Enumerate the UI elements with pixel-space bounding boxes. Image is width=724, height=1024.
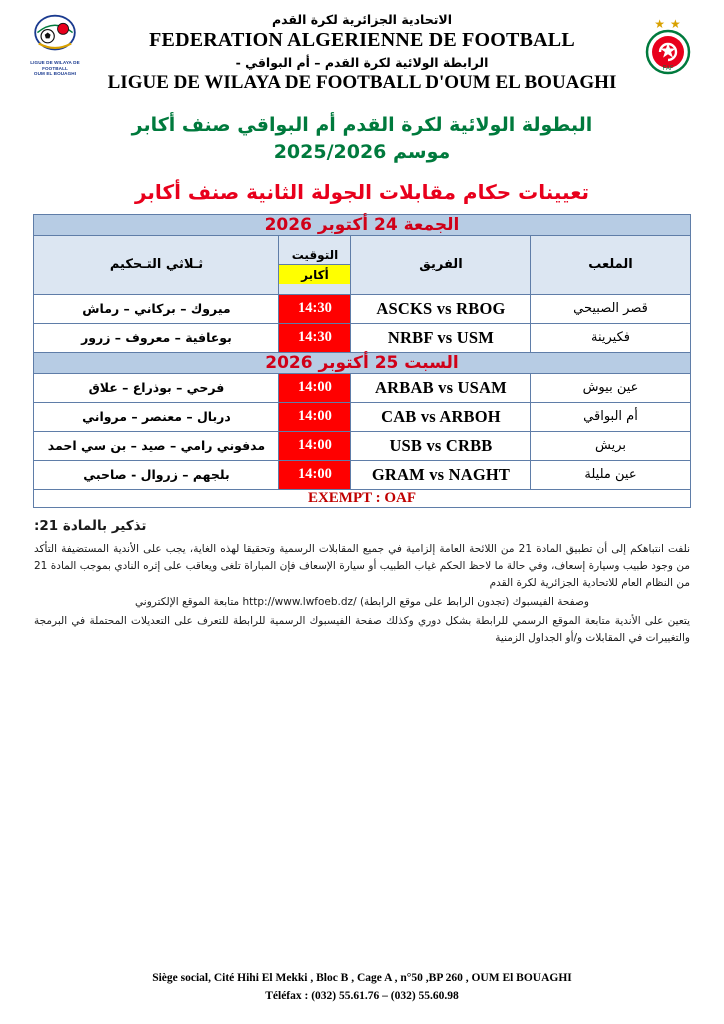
ligue-crest-icon [33, 14, 77, 54]
match-trio: بوعافية – معروف – زرور [34, 323, 279, 352]
notes-paragraph-3: يتعين على الأندية متابعة الموقع الرسمي للرابطة بشكل دوري وكذلك صفحة الفيسبوك الرسمية للرابطة للتعرف على التعديلات المحتملة في البرمجة والتغييرات في المقابلات و/أو الجداول الزمنية [34, 614, 690, 644]
table-row [34, 323, 690, 352]
table-row [34, 373, 690, 402]
day-header-row [34, 214, 690, 235]
exempt-row [34, 489, 690, 507]
notes-paragraph-1: نلفت انتباهكم إلى أن تطبيق المادة 21 من اللائحة العامة إلزامية في جميع المقابلات الرسمية وتحقيقا لهذه الغاية، يجب على الأندية المستضيفة التأكد من وجود طبيب وسيارة إسعاف، وفي حالة ما لاحظ الحكم غياب الطبيب أو سيارة الإسعاف فإن المباراة تلغى ويعاقب على إثره النادي بموجب المادة 21 من النظام العام للاتحادية الجزائرية لكرة القدم [34, 542, 690, 589]
header-time [279, 235, 351, 294]
header-ligue-ar: الرابطة الولائية لكرة القدم – أم البواقي - [235, 55, 489, 70]
match-trio: بلجهم – زروال - صاحبي [34, 460, 279, 489]
table-row [34, 431, 690, 460]
table-row [34, 294, 690, 323]
match-stade: عين مليلة [531, 460, 690, 489]
match-time: 14:00 [279, 402, 351, 431]
notes-section [34, 516, 690, 647]
championship-title-line1: البطولة الولائية لكرة القدم أم البواقي صنف أكابر [131, 114, 593, 136]
day-header-row [34, 352, 690, 373]
header-federation-fr: FEDERATION ALGERIENNE DE FOOTBALL [149, 29, 575, 51]
footer-address: Siège social, Cité Hihi El Mekki , Bloc B , Cage A , n°50 ,BP 260 , OUM El BOUAGHI [152, 972, 572, 985]
day-label: السبت 25 أكتوبر 2026 [34, 352, 690, 373]
ligue-logo-caption: LIGUE DE WILAYA DE FOOTBALL OUM EL BOUAGHI [30, 60, 80, 77]
match-trio: دربال – معنصر – مرواني [34, 402, 279, 431]
header-time-bottom: أكابر [279, 264, 350, 284]
header-stade: الملعب [531, 235, 690, 294]
match-stade: فكيرينة [531, 323, 690, 352]
match-time: 14:00 [279, 373, 351, 402]
header-time-top: التوقيت [279, 245, 350, 264]
document-header [22, 10, 702, 100]
page-title: تعيينات حكام مقابلات الجولة الثانية صنف أكابر [134, 179, 590, 204]
match-team: CAB vs ARBOH [351, 402, 531, 431]
match-time: 14:30 [279, 323, 351, 352]
match-team: ASCKS vs RBOG [351, 294, 531, 323]
day-label: الجمعة 24 أكتوبر 2026 [34, 214, 690, 235]
table-row [34, 460, 690, 489]
notes-title: تذكير بالمادة 21: [34, 517, 147, 534]
match-stade: قصر الصبيحي [531, 294, 690, 323]
header-ligue-fr: LIGUE DE WILAYA DE FOOTBALL D'OUM EL BOUAGHI [107, 72, 617, 93]
championship-title-line2: موسم 2025/2026 [273, 140, 451, 163]
match-team: USB vs CRBB [351, 431, 531, 460]
match-time: 14:30 [279, 294, 351, 323]
notes-paragraph-2 [34, 594, 690, 611]
match-time: 14:00 [279, 431, 351, 460]
schedule-table [33, 214, 690, 508]
header-federation-ar: الاتحادية الجزائرية لكرة القدم [272, 12, 452, 27]
header-team: الفريق [351, 235, 531, 294]
match-stade: أم البواقي [531, 402, 690, 431]
header-trio: ثـلاثي التـحكيم [34, 235, 279, 294]
svg-text:FAF: FAF [662, 66, 674, 72]
match-trio: فرحي – بوذراع – علاق [34, 373, 279, 402]
faf-logo [638, 17, 698, 82]
faf-stars-icon: ★ ★ [654, 17, 682, 31]
footer-phone: Téléfax : (032) 55.61.76 – (032) 55.60.98 [265, 990, 459, 1003]
ligue-website-link[interactable]: http://www.lwfoeb.dz/ [242, 595, 357, 608]
match-team: GRAM vs NAGHT [351, 460, 531, 489]
match-stade: عين بيوش [531, 373, 690, 402]
match-trio: مدفوني رامي – صيد – بن سي احمد [34, 431, 279, 460]
match-trio: ميروك – بركاني – رماش [34, 294, 279, 323]
table-header-row [34, 235, 690, 294]
table-row [34, 402, 690, 431]
faf-crest-icon [645, 29, 691, 75]
championship-title [22, 112, 702, 166]
match-team: ARBAB vs USAM [351, 373, 531, 402]
match-team: NRBF vs USM [351, 323, 531, 352]
match-time: 14:00 [279, 460, 351, 489]
exempt-label: EXEMPT : OAF [34, 489, 690, 507]
notes-website-suffix: وصفحة الفيسبوك (تجدون الرابط على موقع الرابطة) [359, 595, 589, 608]
notes-website-prefix: متابعة الموقع الإلكتروني [135, 595, 240, 608]
document-footer [0, 970, 724, 1006]
match-stade: بريش [531, 431, 690, 460]
ligue-logo [24, 14, 86, 77]
